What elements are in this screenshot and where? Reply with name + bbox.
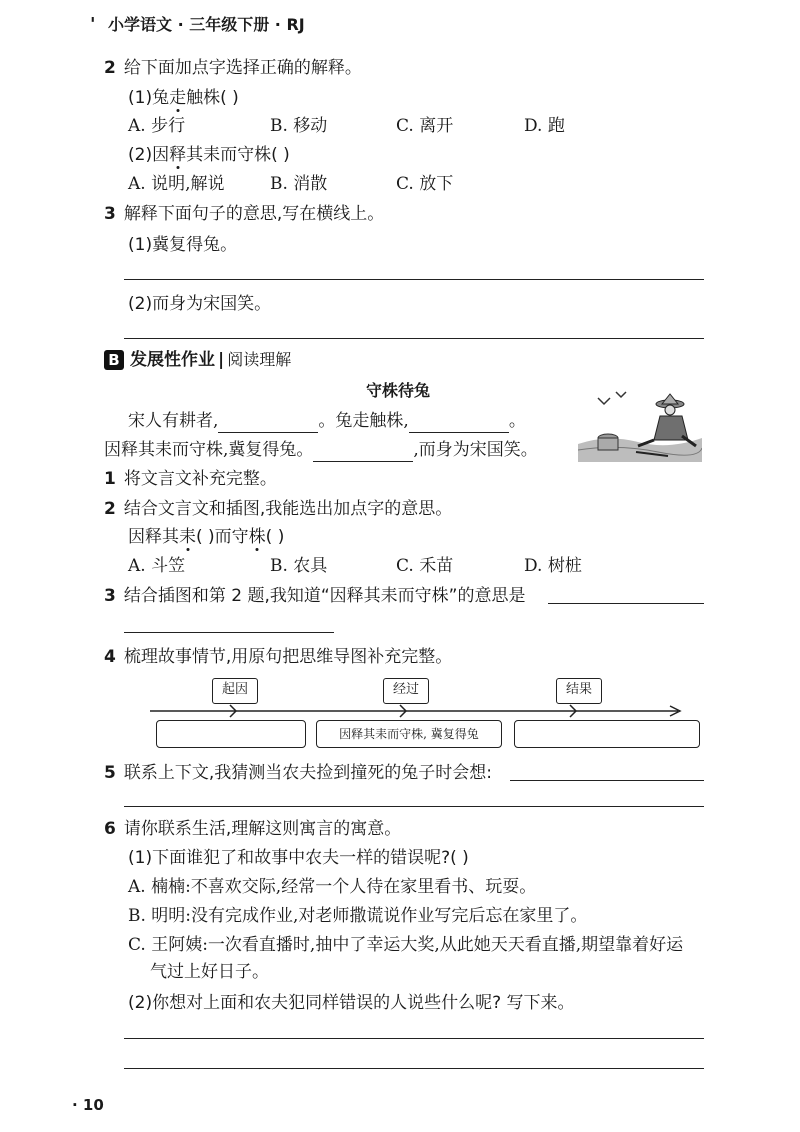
b2-prompt: 2 结合文言文和插图,我能选出加点字的意思。	[104, 499, 453, 519]
page-number: · 10	[72, 1096, 104, 1114]
b2-option-d[interactable]: D. 树桩	[524, 556, 582, 576]
q2-sub1-option-c[interactable]: C. 离开	[396, 116, 454, 136]
farmer-stump-illustration	[578, 386, 702, 462]
b6-prompt: 6 请你联系生活,理解这则寓言的寓意。	[104, 819, 402, 839]
q2-sub2-option-b[interactable]: B. 消散	[270, 174, 328, 194]
b5-answer-line-2[interactable]	[124, 806, 704, 807]
section-b-header: B 发展性作业 | 阅读理解	[104, 348, 291, 372]
q2-text: 给下面加点字选择正确的解释。	[123, 58, 362, 78]
passage-line-1: 宋人有耕者, 。兔走触株, 。	[128, 411, 526, 431]
mindmap-tag-cause: 起因	[212, 678, 258, 704]
q3-text: 解释下面句子的意思,写在横线上。	[123, 204, 385, 224]
dotted-char: 走	[169, 88, 187, 108]
b2-option-c[interactable]: C. 禾苗	[396, 556, 454, 576]
page-header-title: 小学语文 · 三年级下册 · RJ	[108, 15, 305, 34]
dotted-char: 释	[169, 145, 187, 165]
b5-answer-line-1[interactable]	[510, 780, 704, 781]
b3-answer-line-1[interactable]	[548, 603, 704, 604]
q2-number: 2	[104, 58, 116, 78]
section-b-badge: B	[104, 350, 124, 370]
passage-blank-2[interactable]	[409, 432, 509, 433]
b4-prompt: 4 梳理故事情节,用原句把思维导图补充完整。	[104, 647, 453, 667]
q2-sub2-option-a[interactable]: A. 说明,解说	[128, 174, 225, 194]
q3-prompt	[104, 202, 384, 226]
q3-sub2: (2)而身为宋国笑。	[128, 294, 272, 314]
b2-question-line: 因释其耒( )而守株( )	[128, 527, 285, 547]
b6-option-c[interactable]: C. 王阿姨:一次看直播时,抽中了幸运大奖,从此她天天看直播,期望靠着好运	[128, 935, 684, 955]
b1-prompt: 1 将文言文补充完整。	[104, 469, 277, 489]
passage-title: 守株待兔	[366, 381, 431, 400]
b3-answer-line-2[interactable]	[124, 632, 334, 633]
passage-line-2: 因释其耒而守株,冀复得兔。 ,而身为宋国笑。	[104, 440, 538, 460]
b6-option-c-cont: 气过上好日子。	[150, 962, 269, 982]
passage-blank-1[interactable]	[218, 432, 318, 433]
b2-option-a[interactable]: A. 斗笠	[128, 556, 186, 576]
q3-sub1: (1)冀复得兔。	[128, 235, 238, 255]
b6-sub1: (1)下面谁犯了和故事中农夫一样的错误呢?( )	[128, 848, 469, 868]
mindmap-box-cause[interactable]	[156, 720, 306, 748]
dotted-char: 株	[248, 527, 266, 547]
q2-sub2: (2)因释其耒而守株( )	[128, 145, 290, 165]
mindmap-tag-result: 结果	[556, 678, 602, 704]
b6-option-a[interactable]: A. 楠楠:不喜欢交际,经常一个人待在家里看书、玩耍。	[128, 877, 537, 897]
b6-option-b[interactable]: B. 明明:没有完成作业,对老师撒谎说作业写完后忘在家里了。	[128, 906, 588, 926]
passage-blank-3[interactable]	[313, 461, 413, 462]
mindmap-tag-process: 经过	[383, 678, 429, 704]
b6-answer-line-1[interactable]	[124, 1038, 704, 1039]
b2-option-b[interactable]: B. 农具	[270, 556, 328, 576]
q3-number: 3	[104, 204, 116, 224]
mindmap-box-result[interactable]	[514, 720, 700, 748]
b5-prompt: 5 联系上下文,我猜测当农夫捡到撞死的兔子时会想:	[104, 763, 492, 783]
b3-prompt: 3 结合插图和第 2 题,我知道“因释其耒而守株”的意思是	[104, 586, 526, 606]
q2-sub1: (1)兔走触株( )	[128, 88, 239, 108]
q2-sub2-option-c[interactable]: C. 放下	[396, 174, 454, 194]
mindmap-box-process: 因释其耒而守株, 冀复得兔	[316, 720, 502, 748]
q2-sub1-option-d[interactable]: D. 跑	[524, 116, 565, 136]
q2-prompt	[104, 56, 362, 80]
section-b-title: 发展性作业	[130, 350, 215, 370]
q3-answer-line-2[interactable]	[124, 338, 704, 339]
q2-sub1-option-b[interactable]: B. 移动	[270, 116, 328, 136]
b6-answer-line-2[interactable]	[124, 1068, 704, 1069]
q2-sub1-option-a[interactable]: A. 步行	[128, 116, 186, 136]
q3-answer-line-1[interactable]	[124, 279, 704, 280]
header-mark: '	[90, 14, 96, 35]
b6-sub2: (2)你想对上面和农夫犯同样错误的人说些什么呢? 写下来。	[128, 993, 575, 1013]
section-b-subtitle: 阅读理解	[227, 350, 292, 369]
dotted-char: 耒	[179, 527, 196, 547]
